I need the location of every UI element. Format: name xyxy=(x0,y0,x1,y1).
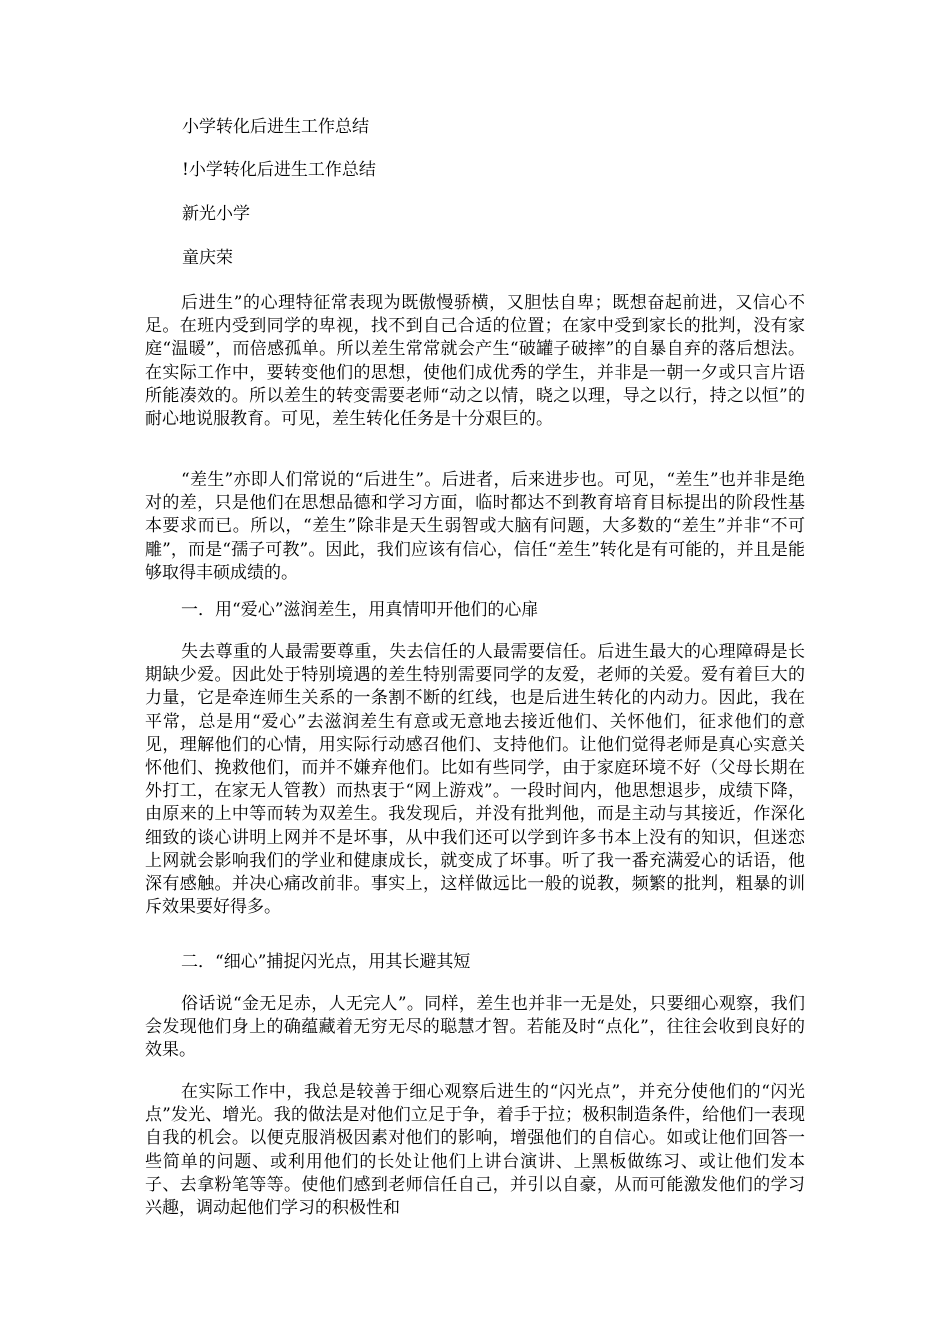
section-heading: 二．“细心”捕捉闪光点，用其长避其短 xyxy=(181,952,471,972)
paragraph: 在实际工作中，我总是较善于细心观察后进生的“闪光点”，并充分使他们的“闪光点”发光、增光。我的做法是对他们立足于争，着手于拉；极积制造条件，给他们一表现自我的机会。以便克服消极因素对他们的影响，增强他们的自信心。如或让他们回答一些简单的问题、或利用他们的长处让他们上讲台演讲、上黑板做练习、或让他们发本子、去拿粉笔等等。使他们感到老师信任自己，并引以自豪，从而可能激发他们的学习兴趣，调动起他们学习的积极性和 xyxy=(145,1082,805,1219)
document-subtitle: !小学转化后进生工作总结 xyxy=(182,160,376,180)
paragraph: 失去尊重的人最需要尊重，失去信任的人最需要信任。后进生最大的心理障碍是长期缺少爱。因此处于特别境遇的差生特别需要同学的友爱，老师的关爱。爱有着巨大的力量，它是牵连师生关系的一条割不断的红线，也是后进生转化的内动力。因此，我在平常，总是用“爱心”去滋润差生有意或无意地去接近他们、关怀他们，征求他们的意见，理解他们的心情，用实际行动感召他们、支持他们。让他们觉得老师是真心实意关怀他们、挽救他们，而并不嫌弃他们。比如有些同学，由于家庭环境不好（父母长期在外打工，在家无人管教）而热衷于“网上游戏”。一段时间内，他思想退步，成绩下降，由原来的上中等而转为双差生。我发现后，并没有批判他，而是主动与其接近，作深化细致的谈心讲明上网并不是坏事，从中我们还可以学到许多书本上没有的知识，但迷恋上网就会影响我们的学业和健康成长，就变成了坏事。听了我一番充满爱心的话语，他深有感触。并决心痛改前非。事实上，这样做远比一般的说教，频繁的批判，粗暴的训斥效果要好得多。 xyxy=(145,642,805,918)
paragraph: 俗话说“金无足赤，人无完人”。同样，差生也并非一无是处，只要细心观察，我们会发现他们身上的确蕴藏着无穷无尽的聪慧才智。若能及时“点化”，往往会收到良好的效果。 xyxy=(145,994,805,1061)
document-title: 小学转化后进生工作总结 xyxy=(182,117,369,137)
paragraph: 后进生”的心理特征常表现为既傲慢骄横，又胆怯自卑；既想奋起前进，又信心不足。在班内受到同学的卑视，找不到自己合适的位置；在家中受到家长的批判，没有家庭“温暖”，而倍感孤单。所以差生常常就会产生“破罐子破摔”的自暴自弃的落后想法。在实际工作中，要转变他们的思想，使他们成优秀的学生，并非是一朝一夕或只言片语所能凑效的。所以差生的转变需要老师“动之以情，晓之以理，导之以行，持之以恒”的耐心地说服教育。可见，差生转化任务是十分艰巨的。 xyxy=(145,293,805,430)
author-name: 童庆荣 xyxy=(182,248,233,268)
section-heading: 一．用“爱心”滋润差生，用真情叩开他们的心扉 xyxy=(181,600,539,620)
school-name: 新光小学 xyxy=(182,204,250,224)
paragraph: “差生”亦即人们常说的“后进生”。后进者，后来进步也。可见，“差生”也并非是绝对的差，只是他们在思想品德和学习方面，临时都达不到教育培育目标提出的阶段性基本要求而已。所以，“差生”除非是天生弱智或大脑有问题，大多数的“差生”并非“不可雕”，而是“孺子可教”。因此，我们应该有信心，信任“差生”转化是有可能的，并且是能够取得丰硕成绩的。 xyxy=(145,470,805,583)
